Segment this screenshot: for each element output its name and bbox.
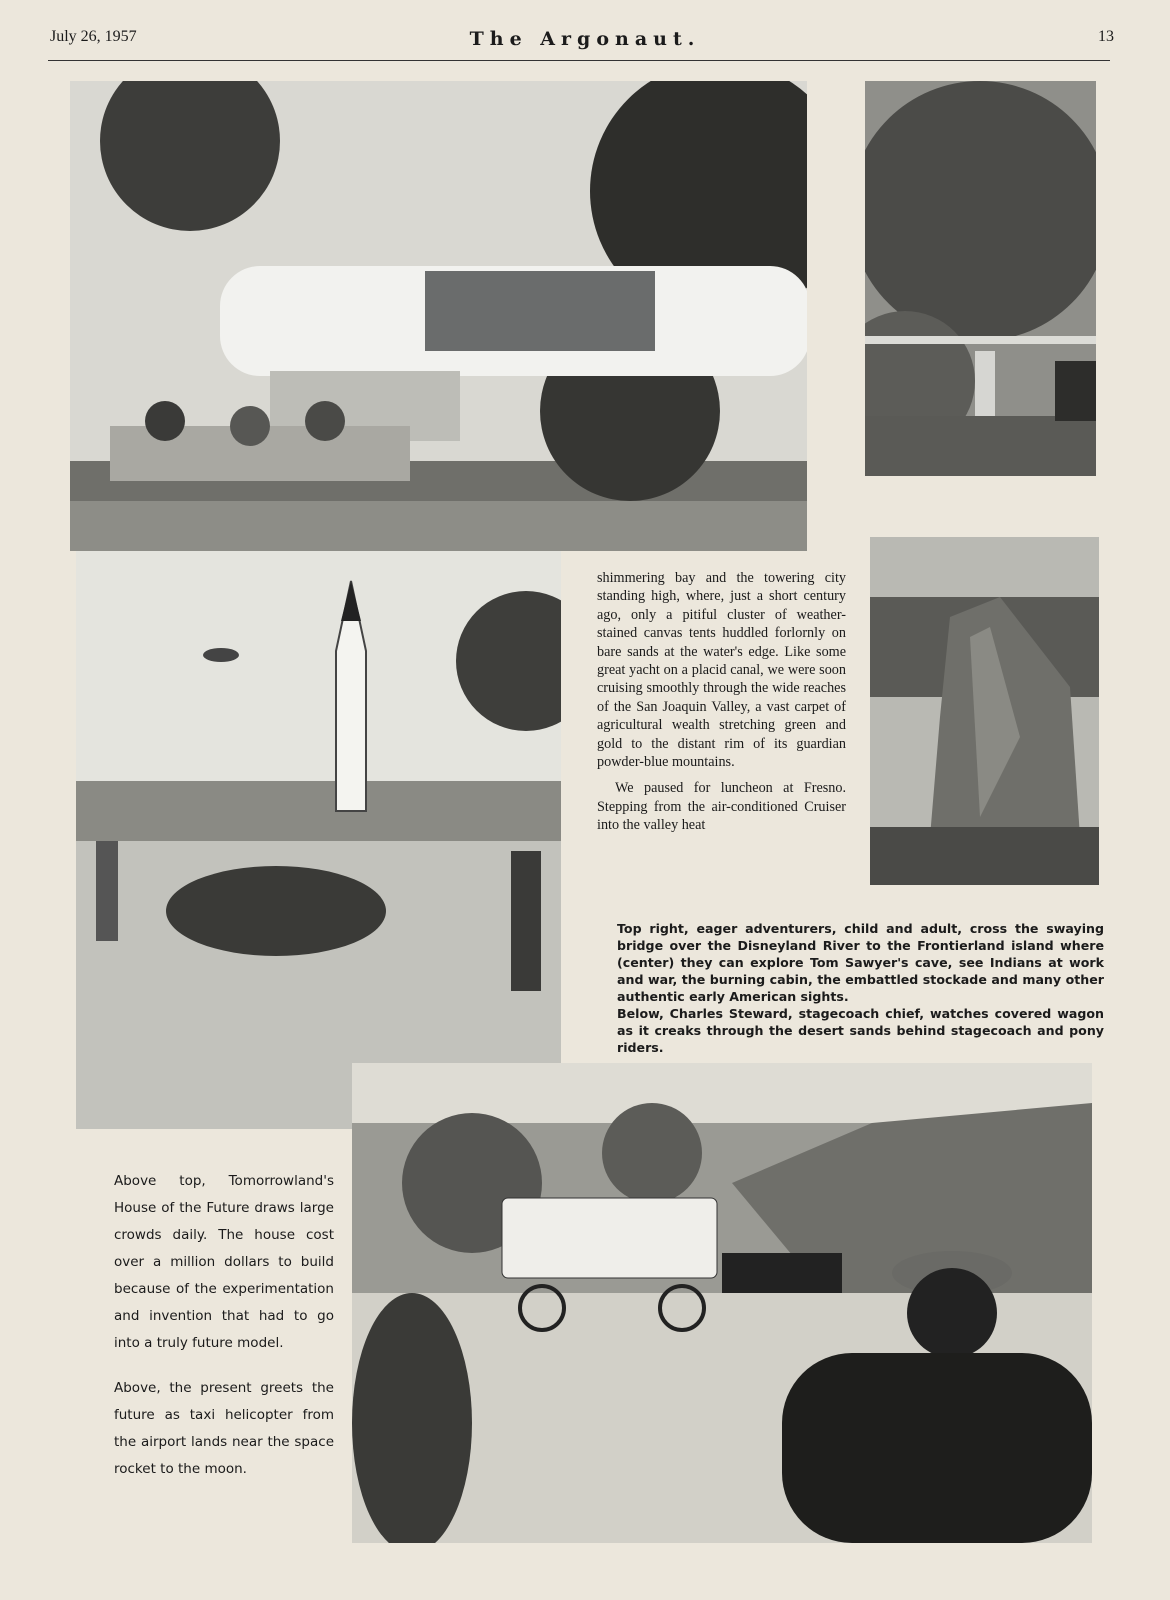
article-paragraph: shimmering bay and the towering city standing high, where, just a short century ago, only a pitiful cluster of weather-stained canvas tents huddled forlornly on bare sands at the water's edge. Like some great yacht on a placid canal, we were soon cruising smoothly through the wide reaches of the San Joaquin Valley, a vast carpet of agricultural wealth stretching green and gold to the distant rim of its guardian powder-blue mountains. — [597, 570, 846, 771]
caption-paragraph: Above top, Tomorrowland's House of the Future draws large crowds daily. The house cost over a million dollars to build because of the experimentation and invention that had to go into a truly future model. — [114, 1173, 334, 1351]
photo-house-of-the-future — [70, 81, 807, 551]
caption-paragraph: Top right, eager adventurers, child and adult, cross the swaying bridge over the Disneyland River to the Frontierland island where (center) they can explore Tom Sawyer's cave, see Indians at work and war, the burning cabin, the embattled stockade and many other authentic early American sights. — [617, 921, 1104, 1004]
publication-title: The Argonaut. — [469, 28, 701, 50]
photo-swaying-bridge — [865, 81, 1096, 476]
caption-tomorrowland — [114, 1168, 334, 1483]
caption-paragraph: Above, the present greets the future as taxi helicopter from the airport lands near the space rocket to the moon. — [114, 1380, 334, 1477]
article-body-text — [597, 569, 846, 835]
caption-frontierland — [617, 920, 1104, 1056]
photo-frontierland-island — [870, 537, 1099, 885]
article-paragraph: We paused for luncheon at Fresno. Stepping from the air-conditioned Cruiser into the valley heat — [597, 780, 846, 834]
page-number: 13 — [1098, 28, 1114, 45]
photo-tomorrowland-rocket — [76, 551, 561, 1129]
header-rule — [48, 60, 1110, 61]
photo-covered-wagon — [352, 1063, 1092, 1543]
issue-date: July 26, 1957 — [50, 28, 137, 45]
caption-paragraph: Below, Charles Steward, stagecoach chief, watches covered wagon as it creaks through the desert sands behind stagecoach and pony riders. — [617, 1006, 1104, 1055]
